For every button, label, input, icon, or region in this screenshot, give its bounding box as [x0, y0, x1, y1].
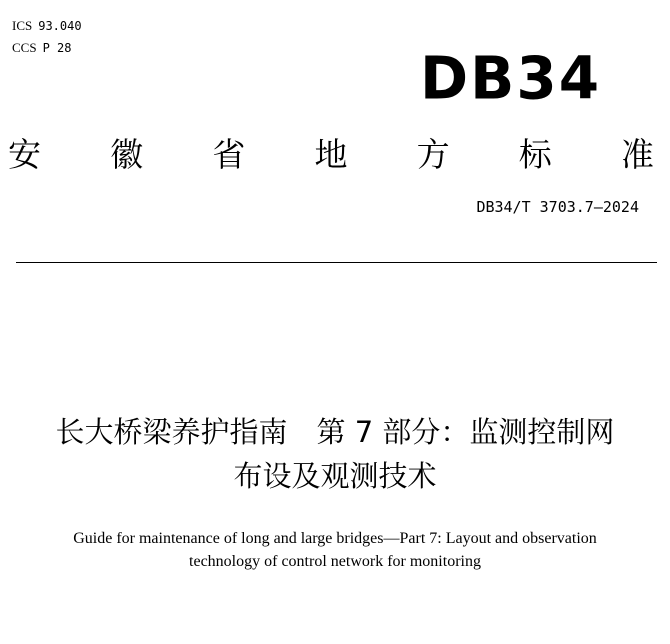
department-char: 地: [314, 134, 348, 174]
chinese-title-line-1: 长大桥梁养护指南 第 7 部分：监测控制网: [55, 415, 615, 449]
ics-row: [12, 15, 82, 37]
chinese-title: [0, 410, 670, 498]
header-divider: [16, 262, 657, 263]
english-title-line-2: technology of control network for monitoring: [189, 553, 481, 570]
ics-label: ICS: [12, 18, 33, 33]
db-logo: DB34: [420, 43, 602, 113]
classification-codes: [12, 15, 82, 59]
english-title-line-1: Guide for maintenance of long and large bridges—Part 7: Layout and observation: [73, 530, 597, 547]
department-char: 准: [620, 134, 654, 174]
ccs-code: P 28: [42, 41, 72, 55]
ccs-row: [12, 37, 82, 59]
issuing-department: [8, 128, 654, 176]
english-title: [0, 527, 670, 573]
department-char: 标: [518, 134, 552, 174]
department-char: 安: [8, 134, 41, 174]
ics-code: 93.040: [38, 19, 82, 33]
standard-number: DB34/T 3703.7—2024: [476, 198, 639, 216]
department-char: 方: [416, 134, 450, 174]
department-char: 徽: [110, 134, 144, 174]
chinese-title-line-2: 布设及观测技术: [233, 459, 437, 493]
department-char: 省: [212, 134, 246, 174]
ccs-label: CCS: [12, 40, 37, 55]
